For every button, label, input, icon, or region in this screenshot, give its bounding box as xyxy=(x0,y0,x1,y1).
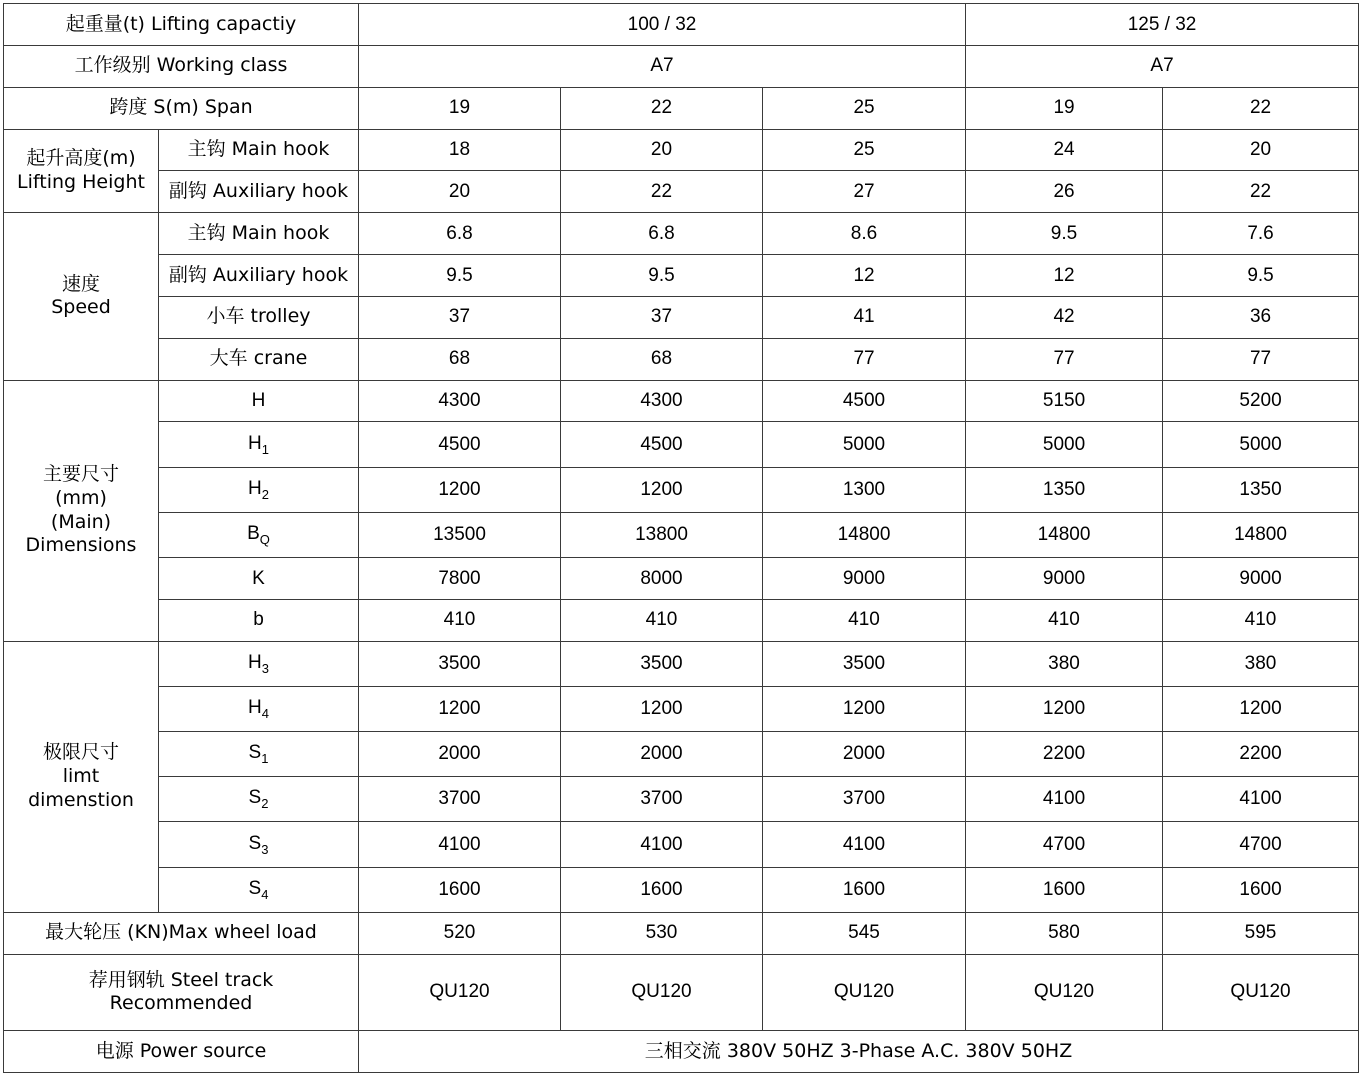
crane-specification-table xyxy=(3,3,1359,1073)
row-label-limit-s2 xyxy=(159,777,359,822)
row-label-dim-h: H xyxy=(159,380,359,422)
cell-max-wheel-load-5: 595 xyxy=(1163,912,1359,954)
row-label-dim-h2-base: H xyxy=(248,477,262,499)
cell-lifting-height-main-2: 20 xyxy=(561,129,763,171)
cell-limit-h3-3: 3500 xyxy=(763,641,966,686)
row-label-limit-s3-base: S xyxy=(248,832,262,854)
cell-limit-s1-3: 2000 xyxy=(763,732,966,777)
cell-lifting-height-aux-1: 20 xyxy=(359,171,561,213)
cell-limit-s4-3: 1600 xyxy=(763,867,966,912)
cell-lifting-height-main-5: 20 xyxy=(1163,129,1359,171)
table-row xyxy=(4,954,1359,1030)
cell-steel-track-2: QU120 xyxy=(561,954,763,1030)
group-label-main-dimensions xyxy=(4,380,159,641)
table-row xyxy=(4,777,1359,822)
row-label-steel-track-line2: Recommended xyxy=(109,992,253,1015)
table-row xyxy=(4,867,1359,912)
cell-span-3: 25 xyxy=(763,87,966,129)
row-label-limit-s2-base: S xyxy=(248,787,262,809)
cell-speed-aux-3: 12 xyxy=(763,255,966,297)
row-label-working-class: 工作级别 Working class xyxy=(4,45,359,87)
cell-power-source-value: 三相交流 380V 50HZ 3-Phase A.C. 380V 50HZ xyxy=(359,1031,1359,1073)
cell-dim-bq-1: 13500 xyxy=(359,512,561,557)
cell-speed-trolley-2: 37 xyxy=(561,296,763,338)
row-label-dim-h2 xyxy=(159,467,359,512)
cell-steel-track-1: QU120 xyxy=(359,954,561,1030)
row-label-limit-h4-base: H xyxy=(248,696,262,718)
row-label-dim-bq-sub: Q xyxy=(259,531,270,547)
group-label-limit-dimensions-line2: limt xyxy=(62,764,100,787)
row-label-lifting-capacity: 起重量(t) Lifting capactiy xyxy=(4,4,359,46)
cell-limit-s4-1: 1600 xyxy=(359,867,561,912)
group-label-limit-dimensions-line1: 极限尺寸 xyxy=(42,741,119,764)
cell-speed-trolley-1: 37 xyxy=(359,296,561,338)
cell-limit-s4-4: 1600 xyxy=(966,867,1163,912)
group-label-main-dimensions-line1: 主要尺寸 xyxy=(42,463,119,486)
row-label-dim-b: b xyxy=(159,599,359,641)
cell-dim-h-2: 4300 xyxy=(561,380,763,422)
cell-steel-track-3: QU120 xyxy=(763,954,966,1030)
cell-limit-h4-3: 1200 xyxy=(763,686,966,731)
cell-steel-track-4: QU120 xyxy=(966,954,1163,1030)
cell-speed-crane-4: 77 xyxy=(966,338,1163,380)
cell-dim-h1-5: 5000 xyxy=(1163,422,1359,467)
table-row xyxy=(4,380,1359,422)
row-label-limit-s2-sub: 2 xyxy=(261,796,269,812)
cell-limit-s2-3: 3700 xyxy=(763,777,966,822)
cell-span-2: 22 xyxy=(561,87,763,129)
cell-max-wheel-load-3: 545 xyxy=(763,912,966,954)
table-row xyxy=(4,87,1359,129)
cell-dim-bq-3: 14800 xyxy=(763,512,966,557)
cell-speed-main-3: 8.6 xyxy=(763,213,966,255)
cell-dim-bq-2: 13800 xyxy=(561,512,763,557)
cell-lifting-height-aux-4: 26 xyxy=(966,171,1163,213)
cell-limit-h4-4: 1200 xyxy=(966,686,1163,731)
row-label-limit-s3-sub: 3 xyxy=(261,841,269,857)
cell-dim-k-4: 9000 xyxy=(966,558,1163,600)
group-label-speed xyxy=(4,213,159,380)
row-label-limit-s1-base: S xyxy=(248,742,262,764)
cell-limit-s3-1: 4100 xyxy=(359,822,561,867)
row-label-limit-h4-sub: 4 xyxy=(261,705,269,721)
cell-dim-h-1: 4300 xyxy=(359,380,561,422)
table-row xyxy=(4,255,1359,297)
row-label-limit-h3 xyxy=(159,641,359,686)
cell-speed-main-2: 6.8 xyxy=(561,213,763,255)
row-label-lifting-height-main: 主钩 Main hook xyxy=(159,129,359,171)
cell-limit-s4-2: 1600 xyxy=(561,867,763,912)
row-label-speed-aux: 副钩 Auxiliary hook xyxy=(159,255,359,297)
row-label-speed-crane: 大车 crane xyxy=(159,338,359,380)
cell-dim-k-2: 8000 xyxy=(561,558,763,600)
row-label-dim-h1-sub: 1 xyxy=(261,441,269,457)
group-label-speed-line2: Speed xyxy=(51,296,111,319)
table-row xyxy=(4,338,1359,380)
table-row xyxy=(4,512,1359,557)
cell-lifting-height-aux-2: 22 xyxy=(561,171,763,213)
row-label-limit-h4 xyxy=(159,686,359,731)
cell-limit-s3-2: 4100 xyxy=(561,822,763,867)
cell-limit-s2-4: 4100 xyxy=(966,777,1163,822)
row-label-limit-s4-sub: 4 xyxy=(261,886,269,902)
row-label-dim-k: K xyxy=(159,558,359,600)
row-label-dim-h1-base: H xyxy=(248,432,262,454)
spec-sheet xyxy=(0,3,1363,1080)
cell-dim-h2-4: 1350 xyxy=(966,467,1163,512)
cell-dim-b-1: 410 xyxy=(359,599,561,641)
cell-span-5: 22 xyxy=(1163,87,1359,129)
cell-limit-s1-5: 2200 xyxy=(1163,732,1359,777)
cell-speed-main-4: 9.5 xyxy=(966,213,1163,255)
cell-limit-h4-5: 1200 xyxy=(1163,686,1359,731)
row-label-dim-bq xyxy=(159,512,359,557)
table-row xyxy=(4,296,1359,338)
group-label-main-dimensions-line4: Dimensions xyxy=(25,534,137,557)
cell-dim-h-4: 5150 xyxy=(966,380,1163,422)
cell-limit-s2-1: 3700 xyxy=(359,777,561,822)
cell-dim-k-1: 7800 xyxy=(359,558,561,600)
cell-dim-h2-2: 1200 xyxy=(561,467,763,512)
row-label-limit-h3-sub: 3 xyxy=(261,660,269,676)
table-row xyxy=(4,822,1359,867)
cell-dim-b-2: 410 xyxy=(561,599,763,641)
cell-speed-trolley-3: 41 xyxy=(763,296,966,338)
group-label-lifting-height-line1: 起升高度(m) xyxy=(26,147,136,170)
cell-speed-trolley-4: 42 xyxy=(966,296,1163,338)
row-label-max-wheel-load: 最大轮压 (KN)Max wheel load xyxy=(4,912,359,954)
table-row xyxy=(4,129,1359,171)
cell-lifting-capacity-125: 125 / 32 xyxy=(966,4,1359,46)
row-label-limit-s1-sub: 1 xyxy=(261,750,269,766)
group-label-limit-dimensions-line3: dimenstion xyxy=(28,788,134,811)
table-row xyxy=(4,1031,1359,1073)
row-label-dim-h1 xyxy=(159,422,359,467)
cell-speed-main-1: 6.8 xyxy=(359,213,561,255)
table-row xyxy=(4,732,1359,777)
row-label-lifting-height-aux: 副钩 Auxiliary hook xyxy=(159,171,359,213)
group-label-speed-line1: 速度 xyxy=(61,272,100,295)
cell-max-wheel-load-1: 520 xyxy=(359,912,561,954)
table-row xyxy=(4,686,1359,731)
cell-speed-crane-5: 77 xyxy=(1163,338,1359,380)
cell-limit-h3-2: 3500 xyxy=(561,641,763,686)
cell-dim-b-3: 410 xyxy=(763,599,966,641)
cell-limit-s1-2: 2000 xyxy=(561,732,763,777)
table-row xyxy=(4,912,1359,954)
cell-speed-main-5: 7.6 xyxy=(1163,213,1359,255)
cell-steel-track-5: QU120 xyxy=(1163,954,1359,1030)
cell-working-class-1: A7 xyxy=(359,45,966,87)
row-label-limit-s4-base: S xyxy=(248,877,262,899)
cell-dim-bq-4: 14800 xyxy=(966,512,1163,557)
table-row xyxy=(4,4,1359,46)
cell-speed-crane-1: 68 xyxy=(359,338,561,380)
cell-dim-bq-5: 14800 xyxy=(1163,512,1359,557)
cell-limit-s3-5: 4700 xyxy=(1163,822,1359,867)
row-label-power-source: 电源 Power source xyxy=(4,1031,359,1073)
group-label-lifting-height-line2: Lifting Height xyxy=(17,170,145,193)
table-row xyxy=(4,422,1359,467)
cell-dim-k-5: 9000 xyxy=(1163,558,1359,600)
table-row xyxy=(4,558,1359,600)
row-label-steel-track xyxy=(4,954,359,1030)
table-row xyxy=(4,213,1359,255)
cell-limit-s3-3: 4100 xyxy=(763,822,966,867)
cell-limit-h4-2: 1200 xyxy=(561,686,763,731)
cell-speed-aux-1: 9.5 xyxy=(359,255,561,297)
row-label-span: 跨度 S(m) Span xyxy=(4,87,359,129)
row-label-limit-s1 xyxy=(159,732,359,777)
group-label-lifting-height xyxy=(4,129,159,213)
table-row xyxy=(4,467,1359,512)
cell-lifting-height-aux-3: 27 xyxy=(763,171,966,213)
cell-speed-trolley-5: 36 xyxy=(1163,296,1359,338)
cell-dim-h-5: 5200 xyxy=(1163,380,1359,422)
row-label-speed-main: 主钩 Main hook xyxy=(159,213,359,255)
cell-dim-h1-2: 4500 xyxy=(561,422,763,467)
cell-dim-h2-5: 1350 xyxy=(1163,467,1359,512)
cell-limit-h3-5: 380 xyxy=(1163,641,1359,686)
row-label-limit-h3-base: H xyxy=(248,651,262,673)
cell-limit-s1-1: 2000 xyxy=(359,732,561,777)
cell-dim-h1-1: 4500 xyxy=(359,422,561,467)
cell-max-wheel-load-4: 580 xyxy=(966,912,1163,954)
row-label-steel-track-line1: 荐用钢轨 Steel track xyxy=(88,968,274,991)
cell-dim-h2-1: 1200 xyxy=(359,467,561,512)
cell-lifting-capacity-100: 100 / 32 xyxy=(359,4,966,46)
row-label-limit-s3 xyxy=(159,822,359,867)
cell-speed-crane-3: 77 xyxy=(763,338,966,380)
table-row xyxy=(4,171,1359,213)
cell-dim-h1-4: 5000 xyxy=(966,422,1163,467)
cell-speed-aux-5: 9.5 xyxy=(1163,255,1359,297)
cell-limit-s2-2: 3700 xyxy=(561,777,763,822)
group-label-main-dimensions-line2: (mm) xyxy=(55,486,107,509)
table-row xyxy=(4,641,1359,686)
cell-lifting-height-aux-5: 22 xyxy=(1163,171,1359,213)
cell-limit-s1-4: 2200 xyxy=(966,732,1163,777)
group-label-main-dimensions-line3: (Main) xyxy=(50,510,112,533)
row-label-speed-trolley: 小车 trolley xyxy=(159,296,359,338)
cell-speed-crane-2: 68 xyxy=(561,338,763,380)
cell-limit-s3-4: 4700 xyxy=(966,822,1163,867)
cell-speed-aux-2: 9.5 xyxy=(561,255,763,297)
cell-lifting-height-main-1: 18 xyxy=(359,129,561,171)
group-label-limit-dimensions xyxy=(4,641,159,912)
table-row xyxy=(4,45,1359,87)
cell-dim-h2-3: 1300 xyxy=(763,467,966,512)
cell-working-class-2: A7 xyxy=(966,45,1359,87)
cell-span-1: 19 xyxy=(359,87,561,129)
cell-speed-aux-4: 12 xyxy=(966,255,1163,297)
cell-limit-h4-1: 1200 xyxy=(359,686,561,731)
row-label-dim-h2-sub: 2 xyxy=(261,486,269,502)
cell-dim-k-3: 9000 xyxy=(763,558,966,600)
cell-limit-h3-1: 3500 xyxy=(359,641,561,686)
cell-limit-h3-4: 380 xyxy=(966,641,1163,686)
row-label-dim-bq-base: B xyxy=(247,522,260,544)
row-label-limit-s4 xyxy=(159,867,359,912)
cell-lifting-height-main-4: 24 xyxy=(966,129,1163,171)
cell-dim-b-5: 410 xyxy=(1163,599,1359,641)
cell-max-wheel-load-2: 530 xyxy=(561,912,763,954)
cell-dim-b-4: 410 xyxy=(966,599,1163,641)
cell-dim-h-3: 4500 xyxy=(763,380,966,422)
cell-span-4: 19 xyxy=(966,87,1163,129)
cell-lifting-height-main-3: 25 xyxy=(763,129,966,171)
cell-dim-h1-3: 5000 xyxy=(763,422,966,467)
cell-limit-s4-5: 1600 xyxy=(1163,867,1359,912)
table-row xyxy=(4,599,1359,641)
cell-limit-s2-5: 4100 xyxy=(1163,777,1359,822)
